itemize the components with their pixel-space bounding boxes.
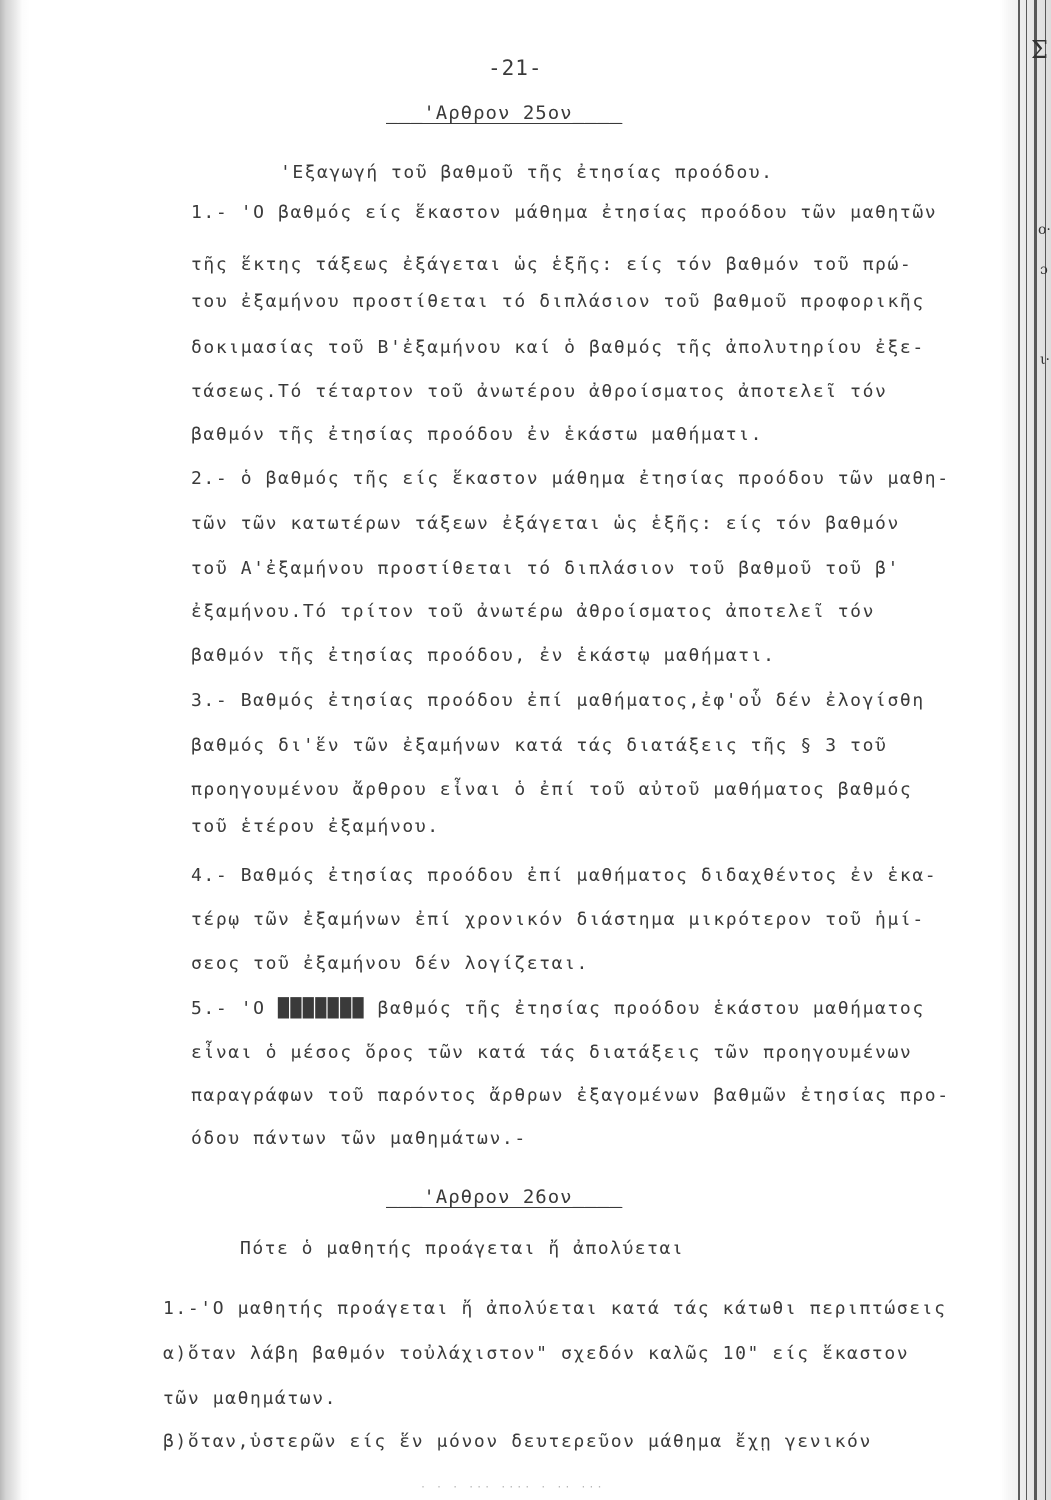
binding-line <box>1018 0 1020 1500</box>
article-25-heading: ___'Αρθρον 25ον____ <box>386 102 623 124</box>
text-line: 1.-'Ο μαθητής προάγεται ἤ ἀπολύεται κατά τάς κάτωθι περιπτώσεις <box>163 1298 947 1319</box>
article-26-subtitle: Πότε ὁ μαθητής προάγεται ἤ ἀπολύεται <box>240 1238 685 1259</box>
text-line: παραγράφων τοῦ παρόντος ἄρθρων ἐξαγομένων βαθμῶν ἐτησίας προ- <box>191 1085 950 1106</box>
text-line: βαθμόν τῆς ἐτησίας προόδου, ἐν ἑκάστῳ μαθήματι. <box>191 645 776 666</box>
text-line: α)ὅταν λάβη βαθμόν τοὐλάχιστον" σχεδόν καλῶς 10" είς ἕκαστον <box>163 1343 910 1364</box>
text-line: προηγουμένου ἄρθρου εἶναι ὁ ἐπί τοῦ αὐτοῦ μαθήματος βαθμός <box>191 779 913 800</box>
text-line: τῆς ἕκτης τάξεως ἐξάγεται ὡς ἑξῆς: είς τόν βαθμόν τοῦ πρώ- <box>191 254 913 275</box>
text-line: τῶν μαθημάτων. <box>163 1388 338 1409</box>
margin-mark: Σ <box>1031 36 1048 64</box>
text-line: του ἐξαμήνου προστίθεται τό διπλάσιον τοῦ βαθμοῦ προφορικῆς <box>191 291 925 312</box>
text-line: τῶν τῶν κατωτέρων τάξεων ἐξάγεται ὡς ἑξῆς: είς τόν βαθμόν <box>191 513 900 534</box>
text-line: δοκιμασίας τοῦ Β'ἐξαμήνου καί ὁ βαθμός τῆς ἀπολυτηρίου ἐξε- <box>191 337 925 358</box>
text-line: όδου πάντων τῶν μαθημάτων.- <box>191 1128 527 1149</box>
page-number: -21- <box>488 56 543 80</box>
text-line: εἶναι ὁ μέσος ὅρος τῶν κατά τάς διατάξεις τῶν προηγουμένων <box>191 1042 913 1063</box>
text-line: β)ὅταν,ὑστερῶν είς ἕν μόνον δευτερεῦον μάθημα ἔχῃ γενικόν <box>163 1431 872 1452</box>
text-line: τέρῳ τῶν ἐξαμήνων ἐπί χρονικόν διάστημα μικρότερον τοῦ ἡμί- <box>191 909 925 930</box>
article-26-heading: ___'Αρθρον 26ον____ <box>386 1186 623 1208</box>
binding-line <box>1034 0 1037 1500</box>
text-line: τάσεως.Τό τέταρτον τοῦ ἀνωτέρου ἀθροίσματος ἀποτελεῖ τόν <box>191 381 888 402</box>
text-line: ἐξαμήνου.Τό τρίτον τοῦ ἀνωτέρω ἀθροίσματος ἀποτελεῖ τόν <box>191 601 876 622</box>
text-line: 5.- 'Ο ███████ βαθμός τῆς ἐτησίας προόδου ἑκάστου μαθήματος <box>191 998 925 1019</box>
margin-mark: ι· <box>1040 352 1050 368</box>
scan-artifact: · · · ··· ···· · ·· ··· <box>420 1482 605 1493</box>
text-line: σεος τοῦ ἐξαμήνου δέν λογίζεται. <box>191 953 589 974</box>
text-line: τοῦ Α'ἐξαμήνου προστίθεται τό διπλάσιον τοῦ βαθμοῦ τοῦ β' <box>191 558 900 579</box>
article-25-subtitle: 'Εξαγωγή τοῦ βαθμοῦ τῆς ἐτησίας προόδου. <box>280 162 774 183</box>
margin-mark: ɔ <box>1040 262 1048 278</box>
text-line: 2.- ὁ βαθμός τῆς είς ἕκαστον μάθημα ἐτησίας προόδου τῶν μαθη- <box>191 468 950 489</box>
binding-line <box>1026 0 1027 1500</box>
text-line: βαθμόν τῆς ἐτησίας προόδου ἐν ἑκάστω μαθήματι. <box>191 424 764 445</box>
text-line: τοῦ ἑτέρου ἐξαμήνου. <box>191 816 440 837</box>
text-line: 3.- Βαθμός ἐτησίας προόδου ἐπί μαθήματος,ἐφ'οὗ δέν ἐλογίσθη <box>191 690 925 711</box>
page-shadow <box>0 0 22 1500</box>
text-line: 1.- 'Ο βαθμός είς ἕκαστον μάθημα ἐτησίας προόδου τῶν μαθητῶν <box>191 202 938 223</box>
text-line: 4.- Βαθμός ἐτησίας προόδου ἐπί μαθήματος διδαχθέντος ἐν ἑκα- <box>191 865 938 886</box>
margin-mark: ο· <box>1038 222 1051 238</box>
text-line: βαθμός δι'ἕν τῶν ἐξαμήνων κατά τάς διατάξεις τῆς § 3 τοῦ <box>191 735 888 756</box>
